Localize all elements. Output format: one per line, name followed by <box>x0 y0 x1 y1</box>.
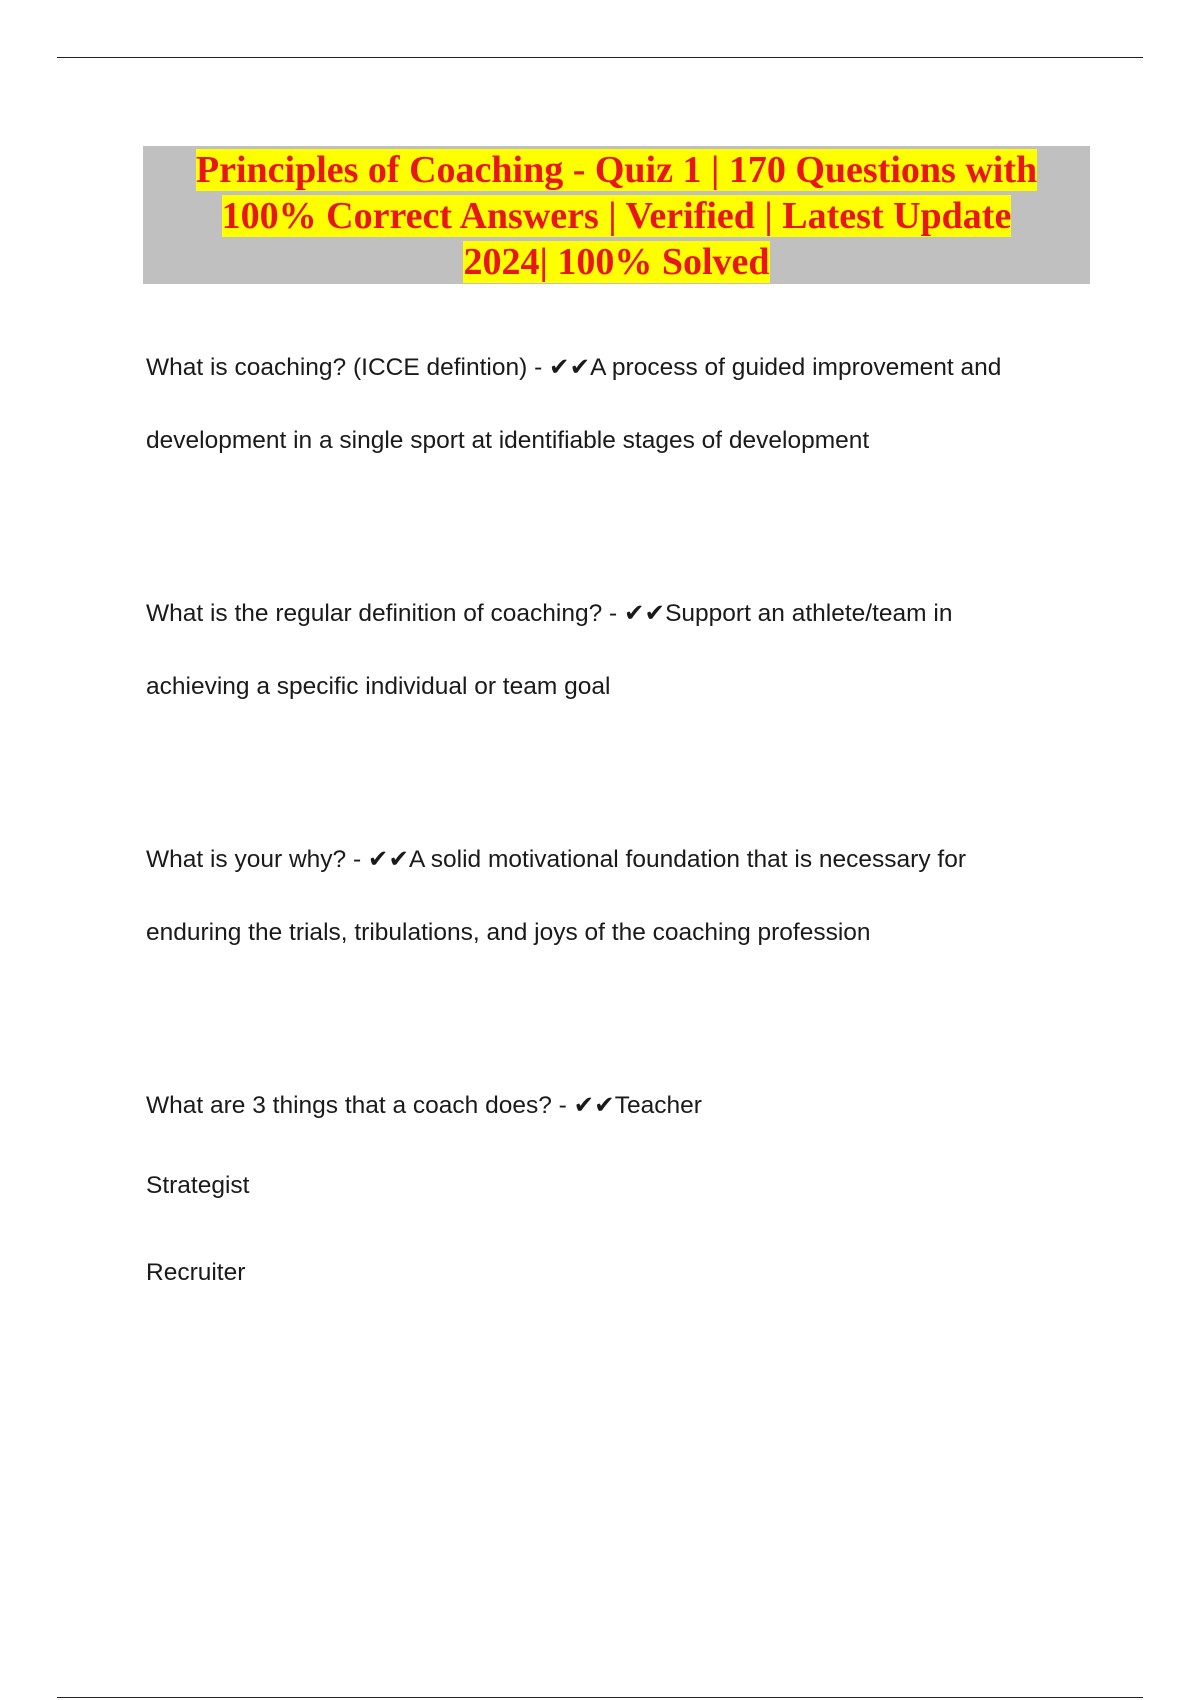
qa-item <box>146 577 1106 723</box>
title-line: Principles of Coaching - Quiz 1 | 170 Questions with <box>195 149 1038 191</box>
document-title <box>143 146 1090 284</box>
title-line: 2024| 100% Solved <box>463 241 770 283</box>
top-rule <box>57 57 1143 58</box>
question-line: What is your why? - ✔✔A solid motivational foundation that is necessary for <box>146 846 966 873</box>
question-line: What is coaching? (ICCE defintion) - ✔✔A process of guided improvement and <box>146 354 1002 381</box>
title-line: 100% Correct Answers | Verified | Latest Update <box>221 195 1012 237</box>
question-line: What are 3 things that a coach does? - ✔✔Teacher <box>146 1092 702 1119</box>
answer-line: Recruiter <box>146 1259 246 1286</box>
question-line: What is the regular definition of coaching? - ✔✔Support an athlete/team in <box>146 600 953 627</box>
qa-item <box>146 1069 1106 1316</box>
answer-line: Strategist <box>146 1172 250 1199</box>
bottom-rule <box>57 1697 1143 1698</box>
qa-item <box>146 823 1106 969</box>
answer-line: achieving a specific individual or team goal <box>146 673 611 700</box>
answer-line: enduring the trials, tribulations, and joys of the coaching profession <box>146 919 871 946</box>
qa-item <box>146 331 1106 477</box>
answer-line: development in a single sport at identifiable stages of development <box>146 427 870 454</box>
